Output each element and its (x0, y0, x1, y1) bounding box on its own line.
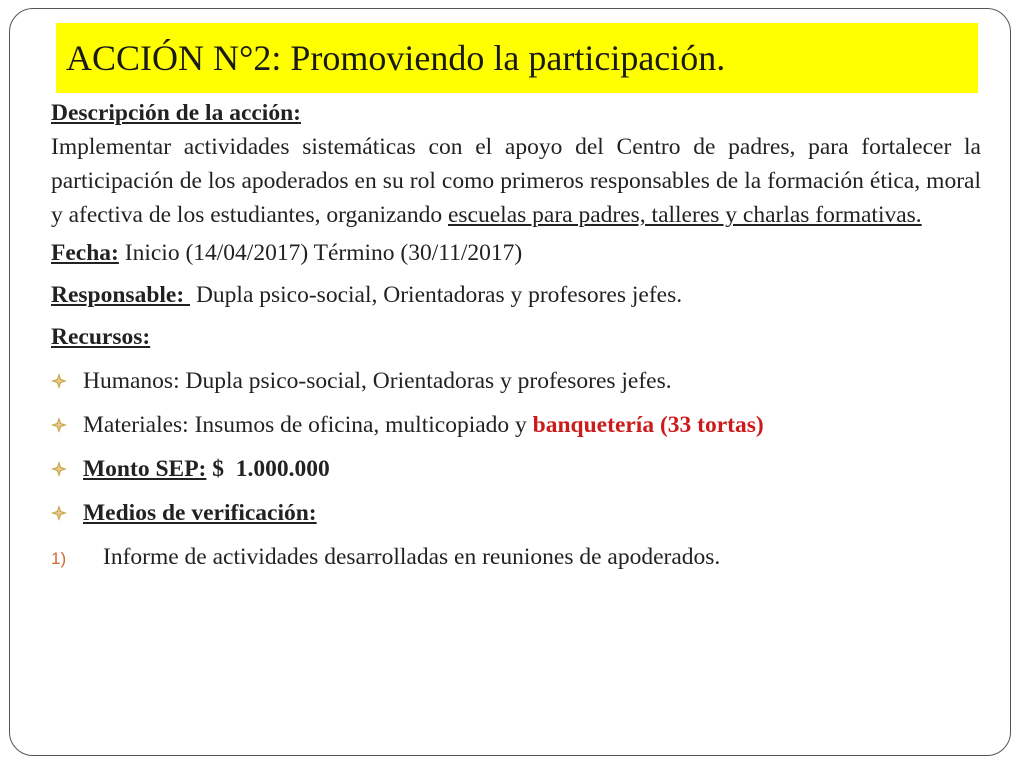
description-text (51, 130, 981, 232)
recursos-label: Recursos: (51, 324, 151, 350)
list-item (51, 452, 981, 486)
slide-content (51, 96, 981, 574)
fecha-label: Fecha: (51, 240, 119, 266)
fecha-row (51, 236, 981, 270)
description-heading: Descripción de la acción: (51, 100, 301, 126)
recursos-materiales: Materiales: Insumos de oficina, multicopiado y (83, 412, 533, 438)
list-item (51, 408, 981, 442)
page-title: ACCIÓN N°2: Promoviendo la participación. (66, 38, 726, 78)
fecha-value: Inicio (14/04/2017) Término (30/11/2017) (118, 240, 523, 266)
list-number: 1) (51, 549, 67, 568)
responsable-row (51, 278, 981, 312)
description-body: Implementar actividades sistemáticas con el apoyo del Centro de padres, para fortalecer la participación de los apoderados en su rol como primeros responsables de la formación ética, moral y afectiva de los estudiantes, organizando (51, 134, 981, 228)
recursos-humanos: Humanos: Dupla psico-social, Orientadoras y profesores jefes. (83, 368, 672, 394)
list-item (51, 496, 981, 530)
diamond-bullet-icon (51, 461, 67, 477)
responsable-value: Dupla psico-social, Orientadoras y profesores jefes. (190, 282, 683, 308)
diamond-bullet-icon (51, 373, 67, 389)
verificacion-item-text: Informe de actividades desarrolladas en reuniones de apoderados. (103, 544, 721, 570)
diamond-bullet-icon (51, 417, 67, 433)
recursos-row (51, 320, 981, 354)
medios-label: Medios de verificación: (83, 500, 317, 526)
monto-value: $ 1.000.000 (206, 456, 330, 482)
description-underlined: escuelas para padres, talleres y charlas formativas. (447, 202, 922, 228)
diamond-bullet-icon (51, 505, 67, 521)
title-banner (56, 23, 978, 93)
list-item (51, 364, 981, 398)
materiales-highlight: banquetería (33 tortas) (532, 412, 764, 438)
monto-label: Monto SEP: (83, 456, 207, 482)
responsable-label: Responsable: (51, 282, 191, 308)
list-item (51, 540, 981, 574)
